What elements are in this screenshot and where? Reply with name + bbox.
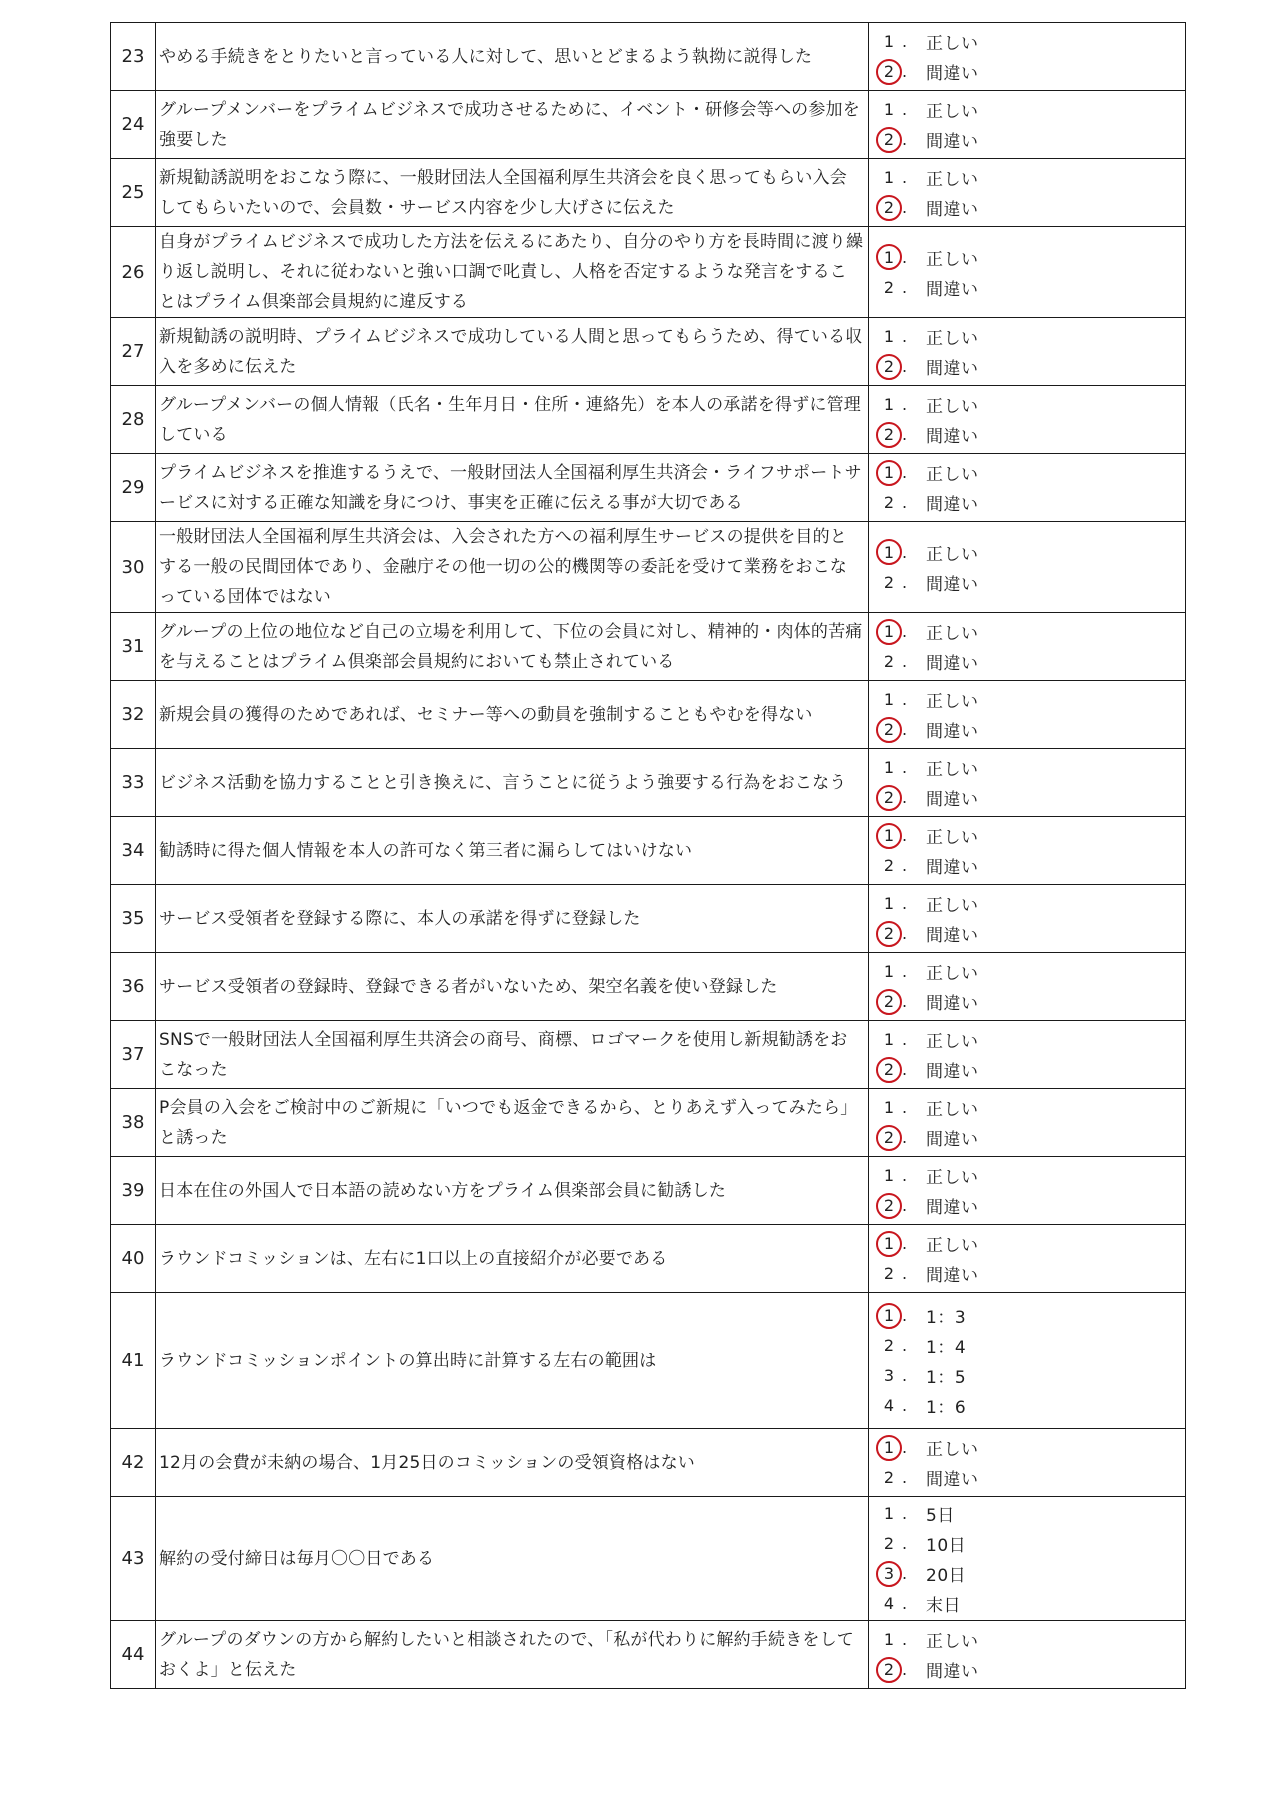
question-row bbox=[111, 227, 1186, 318]
question-number: 32 bbox=[111, 681, 156, 749]
option-number: 1 bbox=[883, 962, 895, 981]
option-number: 2 bbox=[883, 652, 895, 671]
selected-answer-circle: 2 bbox=[876, 354, 902, 380]
option-label: 間違い bbox=[926, 654, 979, 674]
option-separator: . bbox=[902, 357, 908, 376]
selected-answer-circle: 2 bbox=[876, 1125, 902, 1151]
option-separator: . bbox=[902, 1060, 908, 1079]
selected-answer-circle: 1 bbox=[876, 460, 902, 486]
option-label: 間違い bbox=[926, 1198, 979, 1218]
answer-options bbox=[869, 1293, 1186, 1429]
answer-options bbox=[869, 817, 1186, 885]
question-text: 新規勧誘の説明時、プライムビジネスで成功している人間と思ってもらうため、得ている収入を多めに伝えた bbox=[156, 318, 869, 386]
answer-option bbox=[872, 1625, 1185, 1655]
question-text: 一般財団法人全国福利厚生共済会は、入会された方への福利厚生サービスの提供を目的とする一般の民間団体であり、金融庁その他一切の公的機関等の委託を受けて業務をおこなっている団体ではない bbox=[156, 522, 869, 613]
answer-option bbox=[872, 322, 1185, 352]
question-text: グループのダウンの方から解約したいと相談されたので、「私が代わりに解約手続きをしておくよ」と伝えた bbox=[156, 1621, 869, 1689]
option-separator: . bbox=[902, 1366, 908, 1385]
option-label: 正しい bbox=[926, 760, 979, 780]
option-separator: . bbox=[902, 493, 908, 512]
option-separator: . bbox=[902, 1468, 908, 1487]
option-separator: . bbox=[902, 395, 908, 414]
option-label: 間違い bbox=[926, 858, 979, 878]
option-separator: . bbox=[902, 1196, 908, 1215]
option-label: 正しい bbox=[926, 329, 979, 349]
answer-options bbox=[869, 953, 1186, 1021]
question-number: 33 bbox=[111, 749, 156, 817]
answer-option bbox=[872, 537, 1185, 567]
option-label: 正しい bbox=[926, 828, 979, 848]
option-separator: . bbox=[902, 856, 908, 875]
option-number: 1 bbox=[883, 32, 895, 51]
question-row bbox=[111, 1157, 1186, 1225]
answer-options bbox=[869, 227, 1186, 318]
question-number: 42 bbox=[111, 1429, 156, 1497]
answer-option bbox=[872, 242, 1185, 272]
selected-answer-circle: 2 bbox=[876, 422, 902, 448]
option-separator: . bbox=[902, 62, 908, 81]
answer-option bbox=[872, 1123, 1185, 1153]
option-number: 2 bbox=[883, 277, 895, 297]
selected-answer-circle: 2 bbox=[876, 785, 902, 811]
answer-option bbox=[872, 919, 1185, 949]
option-label: 20日 bbox=[926, 1566, 967, 1586]
answer-options bbox=[869, 1429, 1186, 1497]
answer-option bbox=[872, 1655, 1185, 1685]
question-text: SNSで一般財団法人全国福利厚生共済会の商号、商標、ロゴマークを使用し新規勧誘をおこなった bbox=[156, 1021, 869, 1089]
option-number: 2 bbox=[883, 1264, 895, 1283]
selected-answer-circle: 3 bbox=[876, 1561, 902, 1587]
answer-option bbox=[872, 163, 1185, 193]
option-separator: . bbox=[902, 1594, 908, 1613]
question-number: 29 bbox=[111, 454, 156, 522]
option-number: 1 bbox=[883, 100, 895, 119]
answer-option bbox=[872, 851, 1185, 881]
answer-options bbox=[869, 386, 1186, 454]
selected-answer-circle: 2 bbox=[876, 59, 902, 85]
answer-option bbox=[872, 1093, 1185, 1123]
selected-answer-circle: 2 bbox=[876, 921, 902, 947]
option-separator: . bbox=[902, 542, 908, 562]
option-separator: . bbox=[902, 758, 908, 777]
question-number: 39 bbox=[111, 1157, 156, 1225]
question-text: サービス受領者を登録する際に、本人の承諾を得ずに登録した bbox=[156, 885, 869, 953]
question-text: P会員の入会をご検討中のご新規に「いつでも返金できるから、とりあえず入ってみたら」と誘った bbox=[156, 1089, 869, 1157]
answer-options bbox=[869, 613, 1186, 681]
answer-option bbox=[872, 753, 1185, 783]
answer-option bbox=[872, 458, 1185, 488]
option-label: 1：4 bbox=[926, 1338, 967, 1358]
answer-option bbox=[872, 1301, 1185, 1331]
selected-answer-circle: 2 bbox=[876, 127, 902, 153]
option-label: 間違い bbox=[926, 1662, 979, 1682]
option-number: 2 bbox=[883, 1468, 895, 1487]
selected-answer-circle: 2 bbox=[876, 1657, 902, 1683]
option-separator: . bbox=[902, 1166, 908, 1185]
answer-options bbox=[869, 1157, 1186, 1225]
option-label: 正しい bbox=[926, 170, 979, 190]
option-label: 正しい bbox=[926, 102, 979, 122]
answer-options bbox=[869, 681, 1186, 749]
answer-options bbox=[869, 1497, 1186, 1621]
option-separator: . bbox=[902, 1534, 908, 1553]
answer-option bbox=[872, 821, 1185, 851]
option-label: 正しい bbox=[926, 964, 979, 984]
option-separator: . bbox=[902, 1128, 908, 1147]
option-label: 正しい bbox=[926, 544, 979, 565]
option-label: 正しい bbox=[926, 1032, 979, 1052]
option-separator: . bbox=[902, 168, 908, 187]
selected-answer-circle: 2 bbox=[876, 989, 902, 1015]
option-label: 正しい bbox=[926, 465, 979, 485]
question-row bbox=[111, 522, 1186, 613]
option-label: 間違い bbox=[926, 1470, 979, 1490]
option-label: 正しい bbox=[926, 397, 979, 417]
question-row bbox=[111, 749, 1186, 817]
option-separator: . bbox=[902, 690, 908, 709]
option-label: 間違い bbox=[926, 132, 979, 152]
answer-option bbox=[872, 1589, 1185, 1619]
option-separator: . bbox=[902, 826, 908, 845]
option-label: 間違い bbox=[926, 574, 979, 595]
option-label: 1：6 bbox=[926, 1398, 967, 1418]
question-row bbox=[111, 159, 1186, 227]
quiz-table bbox=[110, 22, 1186, 1689]
option-separator: . bbox=[902, 100, 908, 119]
answer-options bbox=[869, 522, 1186, 613]
option-label: 間違い bbox=[926, 427, 979, 447]
answer-options bbox=[869, 1021, 1186, 1089]
answer-options bbox=[869, 1225, 1186, 1293]
answer-options bbox=[869, 91, 1186, 159]
answer-option bbox=[872, 1463, 1185, 1493]
question-text: 自身がプライムビジネスで成功した方法を伝えるにあたり、自分のやり方を長時間に渡り繰り返し説明し、それに従わないと強い口調で叱責し、人格を否定するような発言をすることはプライム倶楽部会員規約に違反する bbox=[156, 227, 869, 318]
option-label: 10日 bbox=[926, 1536, 967, 1556]
answer-option bbox=[872, 1499, 1185, 1529]
question-row bbox=[111, 318, 1186, 386]
question-row bbox=[111, 681, 1186, 749]
option-number: 1 bbox=[883, 1630, 895, 1649]
answer-option bbox=[872, 1161, 1185, 1191]
option-label: 1：5 bbox=[926, 1368, 967, 1388]
option-separator: . bbox=[902, 198, 908, 217]
question-row bbox=[111, 953, 1186, 1021]
answer-option bbox=[872, 1259, 1185, 1289]
option-label: 末日 bbox=[926, 1596, 961, 1616]
answer-option bbox=[872, 390, 1185, 420]
option-separator: . bbox=[902, 788, 908, 807]
question-row bbox=[111, 454, 1186, 522]
question-text: サービス受領者の登録時、登録できる者がいないため、架空名義を使い登録した bbox=[156, 953, 869, 1021]
answer-option bbox=[872, 567, 1185, 597]
option-separator: . bbox=[902, 1264, 908, 1283]
question-number: 40 bbox=[111, 1225, 156, 1293]
answer-option bbox=[872, 987, 1185, 1017]
option-separator: . bbox=[902, 652, 908, 671]
question-number: 34 bbox=[111, 817, 156, 885]
option-number: 1 bbox=[883, 395, 895, 414]
option-label: 間違い bbox=[926, 495, 979, 515]
question-number: 27 bbox=[111, 318, 156, 386]
option-separator: . bbox=[902, 247, 908, 267]
option-separator: . bbox=[902, 425, 908, 444]
option-separator: . bbox=[902, 1396, 908, 1415]
selected-answer-circle: 2 bbox=[876, 1057, 902, 1083]
option-number: 1 bbox=[883, 327, 895, 346]
question-row bbox=[111, 1089, 1186, 1157]
question-number: 37 bbox=[111, 1021, 156, 1089]
question-text: グループメンバーをプライムビジネスで成功させるために、イベント・研修会等への参加を強要した bbox=[156, 91, 869, 159]
answer-option bbox=[872, 1331, 1185, 1361]
question-text: 日本在住の外国人で日本語の読めない方をプライム倶楽部会員に勧誘した bbox=[156, 1157, 869, 1225]
answer-option bbox=[872, 1055, 1185, 1085]
option-label: 間違い bbox=[926, 279, 979, 300]
option-separator: . bbox=[902, 327, 908, 346]
option-separator: . bbox=[902, 924, 908, 943]
option-separator: . bbox=[902, 463, 908, 482]
answer-options bbox=[869, 749, 1186, 817]
question-number: 30 bbox=[111, 522, 156, 613]
answer-option bbox=[872, 352, 1185, 382]
option-label: 間違い bbox=[926, 722, 979, 742]
option-separator: . bbox=[902, 1306, 908, 1325]
option-separator: . bbox=[902, 1030, 908, 1049]
option-separator: . bbox=[902, 1438, 908, 1457]
answer-options bbox=[869, 1089, 1186, 1157]
question-number: 24 bbox=[111, 91, 156, 159]
option-label: 正しい bbox=[926, 1632, 979, 1652]
option-label: 正しい bbox=[926, 692, 979, 712]
answer-options bbox=[869, 454, 1186, 522]
answer-option bbox=[872, 1391, 1185, 1421]
option-number: 2 bbox=[883, 572, 895, 592]
option-number: 1 bbox=[883, 894, 895, 913]
question-number: 43 bbox=[111, 1497, 156, 1621]
option-separator: . bbox=[902, 962, 908, 981]
selected-answer-circle: 1 bbox=[876, 1231, 902, 1257]
option-separator: . bbox=[902, 894, 908, 913]
question-text: グループの上位の地位など自己の立場を利用して、下位の会員に対し、精神的・肉体的苦痛を与えることはプライム倶楽部会員規約においても禁止されている bbox=[156, 613, 869, 681]
option-label: 正しい bbox=[926, 34, 979, 54]
question-number: 26 bbox=[111, 227, 156, 318]
question-row bbox=[111, 1293, 1186, 1429]
question-row bbox=[111, 1497, 1186, 1621]
answer-option bbox=[872, 27, 1185, 57]
option-label: 間違い bbox=[926, 790, 979, 810]
question-text: 新規勧誘説明をおこなう際に、一般財団法人全国福利厚生共済会を良く思ってもらい入会してもらいたいので、会員数・サービス内容を少し大げさに伝えた bbox=[156, 159, 869, 227]
question-row bbox=[111, 1225, 1186, 1293]
answer-option bbox=[872, 1559, 1185, 1589]
option-separator: . bbox=[902, 1630, 908, 1649]
option-number: 1 bbox=[883, 1098, 895, 1117]
question-row bbox=[111, 817, 1186, 885]
question-row bbox=[111, 1621, 1186, 1689]
question-number: 36 bbox=[111, 953, 156, 1021]
question-row bbox=[111, 386, 1186, 454]
option-label: 間違い bbox=[926, 200, 979, 220]
answer-option bbox=[872, 272, 1185, 302]
answer-option bbox=[872, 95, 1185, 125]
question-row bbox=[111, 1021, 1186, 1089]
question-text: プライムビジネスを推進するうえで、一般財団法人全国福利厚生共済会・ライフサポートサービスに対する正確な知識を身につけ、事実を正確に伝える事が大切である bbox=[156, 454, 869, 522]
answer-option bbox=[872, 1529, 1185, 1559]
question-text: 新規会員の獲得のためであれば、セミナー等への動員を強制することもやむを得ない bbox=[156, 681, 869, 749]
option-number: 1 bbox=[883, 1030, 895, 1049]
answer-option bbox=[872, 1191, 1185, 1221]
question-row bbox=[111, 1429, 1186, 1497]
answer-option bbox=[872, 889, 1185, 919]
option-label: 間違い bbox=[926, 359, 979, 379]
option-number: 3 bbox=[883, 1366, 895, 1385]
selected-answer-circle: 2 bbox=[876, 195, 902, 221]
option-number: 1 bbox=[883, 1504, 895, 1523]
answer-option bbox=[872, 420, 1185, 450]
option-label: 間違い bbox=[926, 926, 979, 946]
question-row bbox=[111, 613, 1186, 681]
answer-options bbox=[869, 318, 1186, 386]
question-text: 12月の会費が未納の場合、1月25日のコミッションの受領資格はない bbox=[156, 1429, 869, 1497]
option-separator: . bbox=[902, 720, 908, 739]
option-number: 2 bbox=[883, 493, 895, 512]
option-label: 間違い bbox=[926, 64, 979, 84]
option-label: 間違い bbox=[926, 1062, 979, 1082]
option-number: 4 bbox=[883, 1594, 895, 1613]
option-separator: . bbox=[902, 1564, 908, 1583]
option-label: 正しい bbox=[926, 249, 979, 270]
option-number: 4 bbox=[883, 1396, 895, 1415]
selected-answer-circle: 1 bbox=[876, 619, 902, 645]
option-separator: . bbox=[902, 277, 908, 297]
option-label: 間違い bbox=[926, 1130, 979, 1150]
question-number: 41 bbox=[111, 1293, 156, 1429]
option-separator: . bbox=[902, 1234, 908, 1253]
answer-options bbox=[869, 1621, 1186, 1689]
question-row bbox=[111, 91, 1186, 159]
answer-option bbox=[872, 957, 1185, 987]
question-text: ラウンドコミッションは、左右に1口以上の直接紹介が必要である bbox=[156, 1225, 869, 1293]
option-label: 正しい bbox=[926, 1236, 979, 1256]
answer-option bbox=[872, 685, 1185, 715]
question-number: 35 bbox=[111, 885, 156, 953]
answer-option bbox=[872, 783, 1185, 813]
option-separator: . bbox=[902, 572, 908, 592]
option-label: 間違い bbox=[926, 1266, 979, 1286]
option-number: 2 bbox=[883, 856, 895, 875]
selected-answer-circle: 2 bbox=[876, 1193, 902, 1219]
question-number: 38 bbox=[111, 1089, 156, 1157]
question-text: 解約の受付締日は毎月〇〇日である bbox=[156, 1497, 869, 1621]
answer-option bbox=[872, 715, 1185, 745]
answer-option bbox=[872, 488, 1185, 518]
option-label: 5日 bbox=[926, 1506, 955, 1526]
question-row bbox=[111, 885, 1186, 953]
answer-option bbox=[872, 1025, 1185, 1055]
selected-answer-circle: 2 bbox=[876, 717, 902, 743]
option-label: 正しい bbox=[926, 624, 979, 644]
answer-option bbox=[872, 125, 1185, 155]
option-number: 1 bbox=[883, 690, 895, 709]
option-separator: . bbox=[902, 32, 908, 51]
question-number: 23 bbox=[111, 23, 156, 91]
option-number: 2 bbox=[883, 1336, 895, 1355]
option-separator: . bbox=[902, 992, 908, 1011]
question-number: 31 bbox=[111, 613, 156, 681]
answer-option bbox=[872, 193, 1185, 223]
selected-answer-circle: 1 bbox=[876, 539, 902, 565]
option-label: 正しい bbox=[926, 1168, 979, 1188]
option-label: 正しい bbox=[926, 1440, 979, 1460]
question-number: 44 bbox=[111, 1621, 156, 1689]
option-label: 正しい bbox=[926, 896, 979, 916]
option-number: 1 bbox=[883, 758, 895, 777]
option-number: 1 bbox=[883, 1166, 895, 1185]
answer-option bbox=[872, 1361, 1185, 1391]
question-number: 28 bbox=[111, 386, 156, 454]
option-separator: . bbox=[902, 622, 908, 641]
option-separator: . bbox=[902, 1336, 908, 1355]
answer-options bbox=[869, 23, 1186, 91]
option-separator: . bbox=[902, 130, 908, 149]
question-row bbox=[111, 23, 1186, 91]
answer-option bbox=[872, 617, 1185, 647]
answer-option bbox=[872, 1433, 1185, 1463]
option-label: 1：3 bbox=[926, 1308, 967, 1328]
question-text: ラウンドコミッションポイントの算出時に計算する左右の範囲は bbox=[156, 1293, 869, 1429]
answer-option bbox=[872, 1229, 1185, 1259]
selected-answer-circle: 1 bbox=[876, 1303, 902, 1329]
selected-answer-circle: 1 bbox=[876, 244, 902, 270]
selected-answer-circle: 1 bbox=[876, 1435, 902, 1461]
answer-options bbox=[869, 885, 1186, 953]
option-label: 正しい bbox=[926, 1100, 979, 1120]
option-number: 2 bbox=[883, 1534, 895, 1553]
answer-options bbox=[869, 159, 1186, 227]
answer-option bbox=[872, 647, 1185, 677]
question-text: やめる手続きをとりたいと言っている人に対して、思いとどまるよう執拗に説得した bbox=[156, 23, 869, 91]
option-label: 間違い bbox=[926, 994, 979, 1014]
answer-option bbox=[872, 57, 1185, 87]
option-separator: . bbox=[902, 1504, 908, 1523]
question-text: 勧誘時に得た個人情報を本人の許可なく第三者に漏らしてはいけない bbox=[156, 817, 869, 885]
question-number: 25 bbox=[111, 159, 156, 227]
option-separator: . bbox=[902, 1660, 908, 1679]
selected-answer-circle: 1 bbox=[876, 823, 902, 849]
question-text: グループメンバーの個人情報（氏名・生年月日・住所・連絡先）を本人の承諾を得ずに管理している bbox=[156, 386, 869, 454]
question-text: ビジネス活動を協力することと引き換えに、言うことに従うよう強要する行為をおこなう bbox=[156, 749, 869, 817]
option-separator: . bbox=[902, 1098, 908, 1117]
option-number: 1 bbox=[883, 168, 895, 187]
